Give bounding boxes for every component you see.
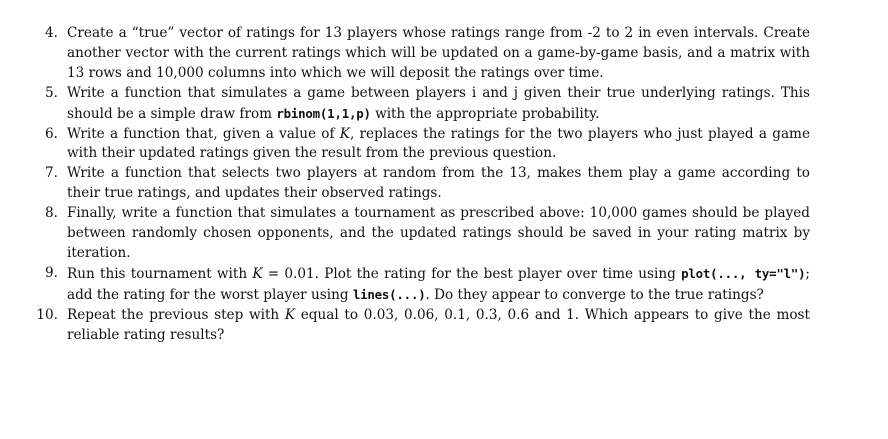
item-text: Finally, write a function that simulates a tournament as prescribed above: 10,000 games should be played between randomly chosen opponents, and the updated ratings should be saved in your rating matrix by iteration. — [67, 205, 810, 261]
item-text: Write a function that selects two players at random from the 13, makes them play a game according to their true ratings, and updates their observed ratings. — [67, 165, 810, 202]
item-text: ; add the rating for the worst player using — [67, 265, 811, 303]
item-text: Create a “true” vector of ratings for 13 players whose ratings range from -2 to 2 in even intervals. Create another vector with the current ratings which will be updated on a game-by-game basis, and a matrix with 13 rows and 10,000 columns into which we will deposit the ratings over time. — [67, 25, 810, 81]
list-item — [20, 84, 810, 125]
item-number: 8. — [45, 205, 58, 222]
item-text: , replaces the ratings for the two players who just played a game with their updated ratings given the result from the previous question. — [67, 125, 810, 162]
item-text: . Do they appear to converge to the true ratings? — [425, 286, 764, 303]
list-item — [20, 204, 810, 264]
item-text: Repeat the previous step with — [67, 306, 285, 323]
list-item — [20, 125, 810, 165]
item-number: 4. — [45, 25, 58, 41]
inline-code: lines(...) — [352, 286, 426, 302]
item-number: 5. — [45, 84, 58, 101]
list-item — [20, 264, 810, 306]
inline-code: plot(..., ty="l") — [681, 265, 806, 281]
list-item — [20, 164, 810, 204]
item-text: equal to 0.03, 0.06, 0.1, 0.3, 0.6 and 1. Which appears to give the most reliable rating results? — [67, 306, 810, 343]
exercise-list — [20, 24, 810, 346]
list-item — [20, 306, 810, 346]
inline-code: rbinom(1,1,p) — [276, 105, 371, 121]
item-text: Write a function that simulates a game between players i and j given their true underlying ratings. This should be a simple draw from — [67, 84, 810, 122]
item-number: 6. — [45, 125, 58, 142]
math-variable: K — [252, 265, 263, 282]
item-number: 10. — [36, 306, 58, 323]
item-text: = 0.01. Plot the rating for the best player over time using — [262, 265, 682, 282]
item-number: 7. — [45, 165, 58, 182]
item-number: 9. — [45, 264, 58, 281]
item-text: Write a function that, given a value of — [67, 125, 340, 142]
item-text: with the appropriate probability. — [370, 105, 600, 122]
math-variable: K — [339, 125, 350, 142]
item-text: Run this tournament with — [67, 265, 253, 282]
list-item — [20, 24, 810, 84]
math-variable: K — [284, 306, 296, 323]
